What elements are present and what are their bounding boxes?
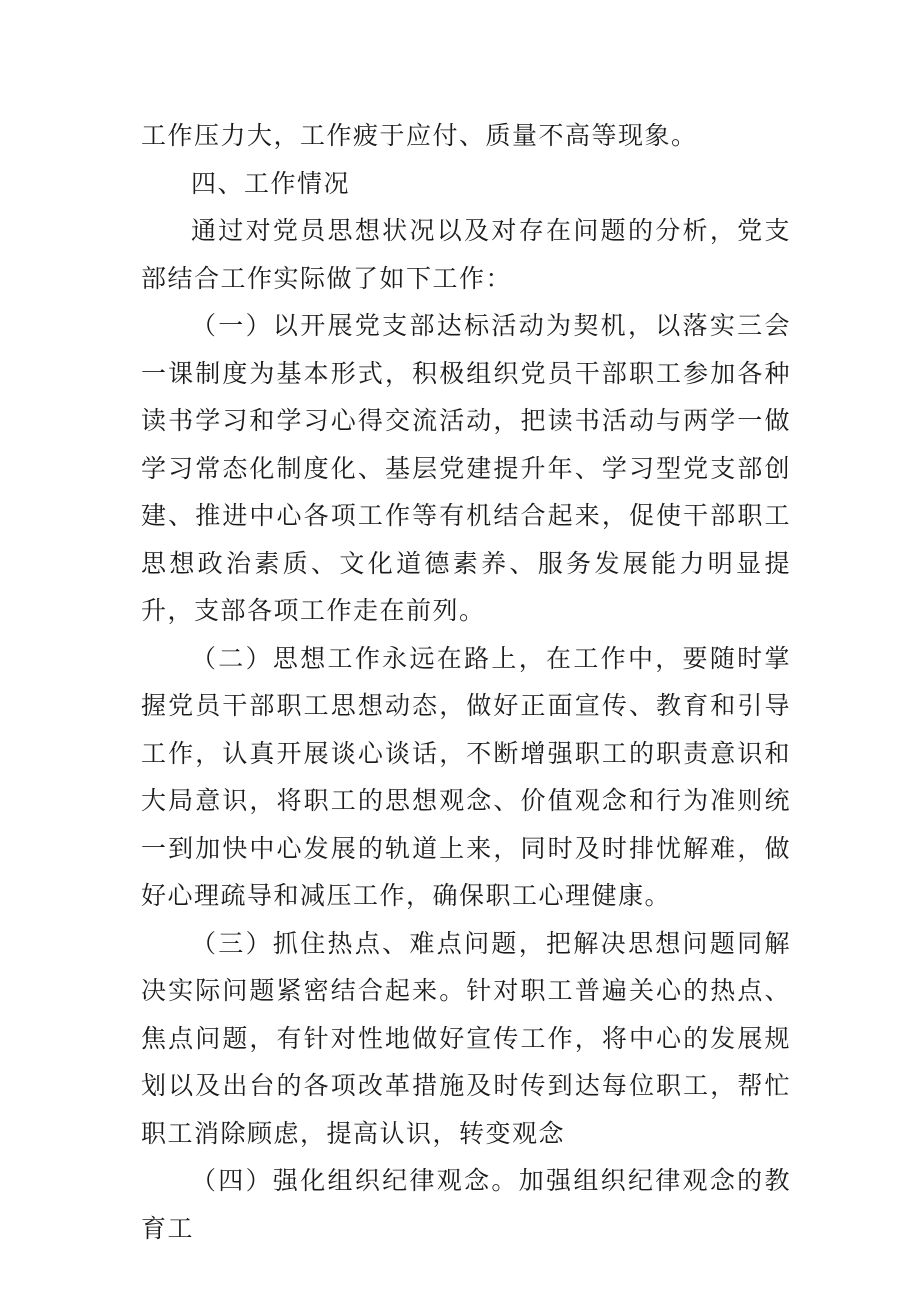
document-body	[141, 112, 791, 1252]
paragraph-intro: 通过对党员思想状况以及对存在问题的分析，党支部结合工作实际做了如下工作：	[141, 216, 791, 293]
paragraph-item-3: （三）抓住热点、难点问题，把解决思想问题同解决实际问题紧密结合起来。针对职工普遍关心的热点、焦点问题，有针对性地做好宣传工作，将中心的发展规划以及出台的各项改革措施及时传到达每位职工，帮忙职工消除顾虑，提高认识，转变观念	[141, 928, 791, 1148]
section-heading: 四、工作情况	[191, 168, 351, 198]
paragraph-continuation: 工作压力大，工作疲于应付、质量不高等现象。	[141, 121, 698, 150]
paragraph-item-2: （二）思想工作永远在路上，在工作中，要随时掌握党员干部职工思想动态，做好正面宣传、教育和引导工作，认真开展谈心谈话，不断增强职工的职责意识和大局意识，将职工的思想观念、价值观念和行为准则统一到加快中心发展的轨道上来，同时及时排忧解难，做好心理疏导和减压工作，确保职工心理健康。	[141, 643, 791, 910]
paragraph-item-1: （一）以开展党支部达标活动为契机，以落实三会一课制度为基本形式，积极组织党员干部职工参加各种读书学习和学习心得交流活动，把读书活动与两学一做学习常态化制度化、基层党建提升年、学习型党支部创建、推进中心各项工作等有机结合起来，促使干部职工思想政治素质、文化道德素养、服务发展能力明显提升，支部各项工作走在前列。	[141, 311, 791, 625]
paragraph-item-4: （四）强化组织纪律观念。加强组织纪律观念的教育工	[141, 1166, 791, 1243]
